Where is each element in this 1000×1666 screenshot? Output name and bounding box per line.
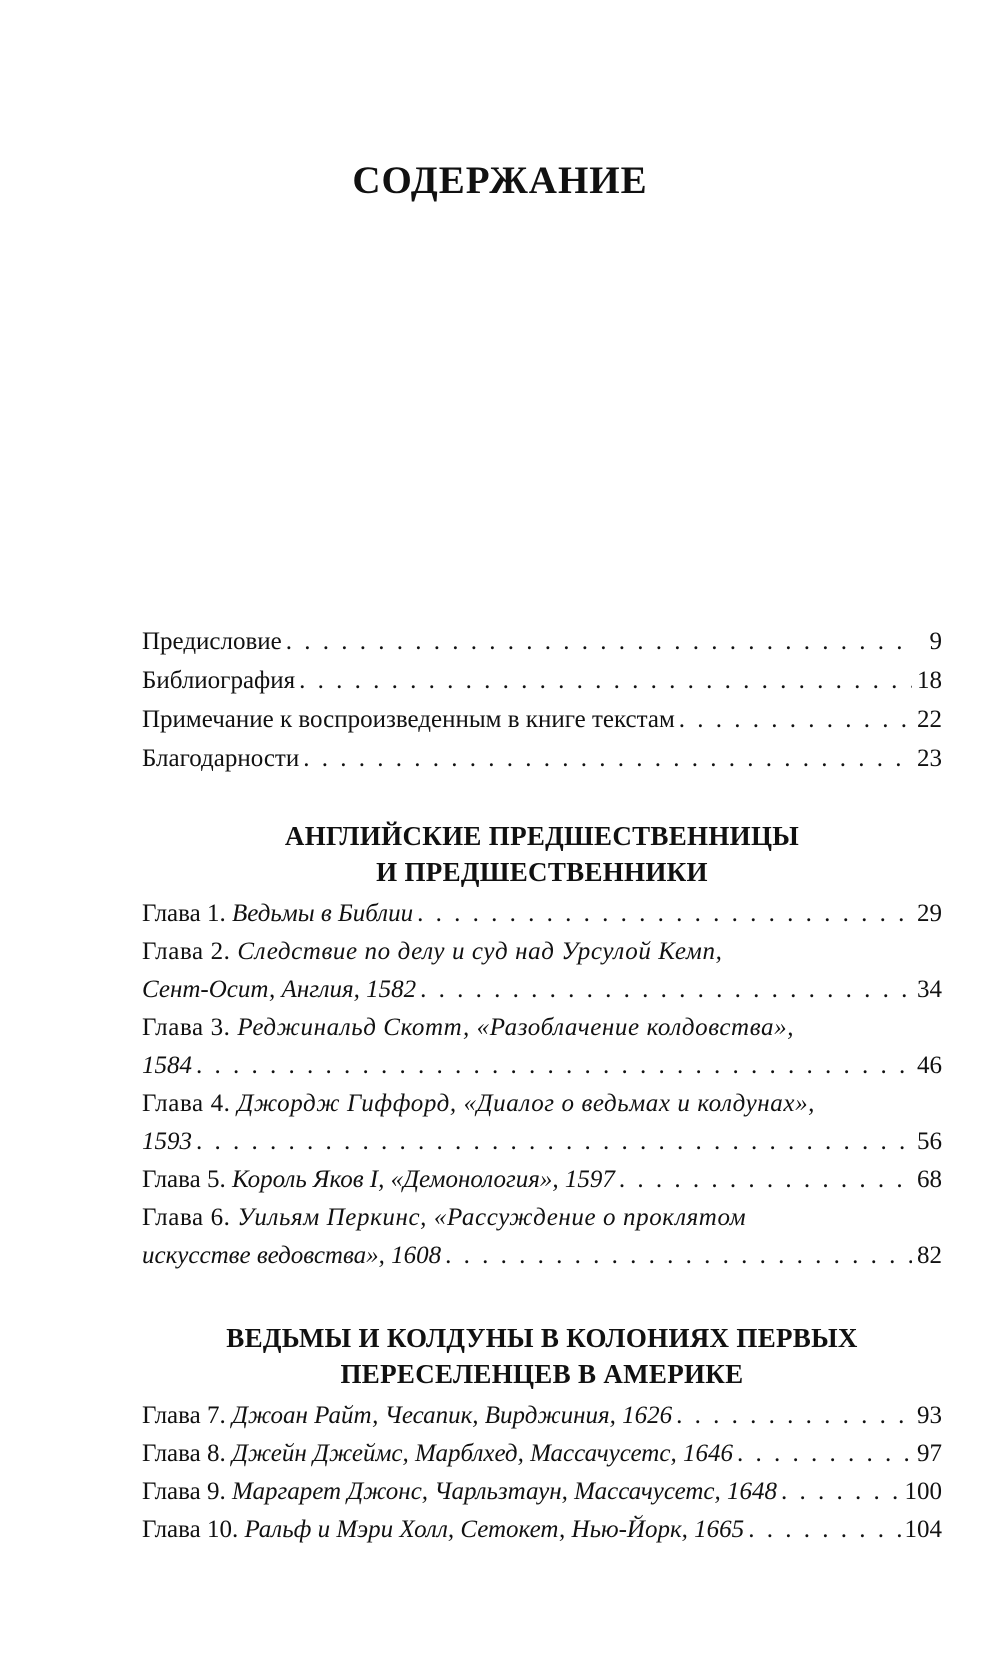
page-number: 104 bbox=[904, 1516, 942, 1543]
chapter-title-continued: 1584 bbox=[142, 1052, 192, 1079]
entry-label: Предисловие bbox=[142, 628, 282, 655]
section-heading-line: АНГЛИЙСКИЕ ПРЕДШЕСТВЕННИЦЫ bbox=[284, 821, 800, 851]
table-of-contents bbox=[142, 628, 942, 1554]
chapter-number: Глава 5. bbox=[142, 1166, 226, 1193]
dot-leader bbox=[737, 1440, 912, 1468]
chapter-number: Глава 4. bbox=[142, 1090, 231, 1117]
page-number: 22 bbox=[917, 706, 942, 733]
section-heading-america bbox=[142, 1320, 942, 1392]
chapter-number: Глава 1. bbox=[142, 900, 226, 927]
toc-entry-chapter-6[interactable] bbox=[142, 1204, 942, 1280]
page-title: СОДЕРЖАНИЕ bbox=[352, 159, 648, 202]
chapter-title: Уильям Перкинс, «Рассуждение о проклятом bbox=[237, 1204, 747, 1231]
section-heading-line: ПЕРЕСЕЛЕНЦЕВ В АМЕРИКЕ bbox=[340, 1359, 744, 1389]
chapter-label bbox=[142, 1478, 777, 1506]
chapter-title-continued: 1593 bbox=[142, 1128, 192, 1155]
toc-entry-chapter-2[interactable] bbox=[142, 938, 942, 1014]
chapter-title: Джоан Райт, Чесапик, Вирджиния, 1626 bbox=[231, 1402, 673, 1429]
section-heading-line: И ПРЕДШЕСТВЕННИКИ bbox=[376, 857, 708, 887]
toc-entry-preface[interactable] bbox=[142, 628, 942, 667]
chapter-second-line bbox=[142, 1128, 942, 1166]
chapter-first-line bbox=[142, 1090, 942, 1128]
chapter-title: Король Яков I, «Демонология», 1597 bbox=[231, 1166, 615, 1193]
entry-label: Библиография bbox=[142, 667, 296, 694]
page-number: 46 bbox=[917, 1052, 942, 1079]
chapter-first-line bbox=[142, 1204, 942, 1242]
chapter-second-line bbox=[142, 976, 942, 1014]
chapter-number: Глава 10. bbox=[142, 1516, 239, 1543]
toc-entry-chapter-1[interactable] bbox=[142, 900, 942, 938]
chapter-title: Джордж Гиффорд, «Диалог о ведьмах и колдунах», bbox=[237, 1090, 816, 1117]
chapter-title-continued: искусстве ведовства», 1608 bbox=[142, 1242, 442, 1269]
page-number: 93 bbox=[917, 1402, 942, 1429]
section-heading-english bbox=[142, 818, 942, 890]
chapter-number: Глава 2. bbox=[142, 938, 231, 965]
entry-label: Примечание к воспроизведенным в книге текстам bbox=[142, 706, 675, 733]
dot-leader bbox=[299, 667, 912, 695]
chapter-title: Следствие по делу и суд над Урсулой Кемп, bbox=[237, 938, 723, 965]
chapter-number: Глава 8. bbox=[142, 1440, 226, 1467]
page-number: 18 bbox=[917, 667, 942, 694]
page-number: 100 bbox=[904, 1478, 942, 1505]
dot-leader bbox=[196, 1052, 912, 1080]
chapter-number: Глава 3. bbox=[142, 1014, 231, 1041]
chapter-title: Ральф и Мэри Холл, Сетокет, Нью-Йорк, 1665 bbox=[244, 1516, 745, 1543]
chapter-label bbox=[142, 900, 413, 928]
chapter-number: Глава 7. bbox=[142, 1402, 226, 1429]
chapter-title: Маргарет Джонс, Чарльзтаун, Массачусетс, 1648 bbox=[231, 1478, 778, 1505]
chapter-first-line bbox=[142, 1014, 942, 1052]
toc-entry-chapter-7[interactable] bbox=[142, 1402, 942, 1440]
page-number: 23 bbox=[917, 745, 942, 772]
chapter-first-line bbox=[142, 938, 942, 976]
dot-leader bbox=[303, 745, 912, 773]
chapter-number: Глава 6. bbox=[142, 1204, 231, 1231]
dot-leader bbox=[619, 1166, 912, 1194]
page-number: 82 bbox=[917, 1242, 942, 1269]
page-number: 34 bbox=[917, 976, 942, 1003]
chapter-second-line bbox=[142, 1242, 942, 1280]
chapter-label bbox=[142, 1402, 672, 1430]
chapter-second-line bbox=[142, 1052, 942, 1090]
chapter-title-continued: Сент-Осит, Англия, 1582 bbox=[142, 976, 417, 1003]
chapter-title: Реджинальд Скотт, «Разоблачение колдовства», bbox=[237, 1014, 795, 1041]
toc-entry-acknowledgements[interactable] bbox=[142, 745, 942, 784]
chapter-label bbox=[142, 1516, 744, 1544]
entry-label: Благодарности bbox=[142, 745, 300, 772]
toc-entry-note[interactable] bbox=[142, 706, 942, 745]
dot-leader bbox=[679, 706, 912, 734]
dot-leader bbox=[676, 1402, 912, 1430]
dot-leader bbox=[748, 1516, 900, 1544]
toc-entry-chapter-4[interactable] bbox=[142, 1090, 942, 1166]
page-number: 68 bbox=[917, 1166, 942, 1193]
dot-leader bbox=[420, 976, 912, 1004]
toc-entry-bibliography[interactable] bbox=[142, 667, 942, 706]
chapter-title: Джейн Джеймс, Марблхед, Массачусетс, 1646 bbox=[231, 1440, 733, 1467]
chapter-title: Ведьмы в Библии bbox=[231, 900, 414, 927]
page-number: 29 bbox=[917, 900, 942, 927]
page-number: 9 bbox=[929, 628, 942, 655]
toc-entry-chapter-3[interactable] bbox=[142, 1014, 942, 1090]
dot-leader bbox=[196, 1128, 912, 1156]
chapter-label bbox=[142, 1166, 615, 1194]
dot-leader bbox=[286, 628, 912, 656]
dot-leader bbox=[417, 900, 912, 928]
toc-entry-chapter-8[interactable] bbox=[142, 1440, 942, 1478]
chapter-number: Глава 9. bbox=[142, 1478, 226, 1505]
toc-entry-chapter-10[interactable] bbox=[142, 1516, 942, 1554]
dot-leader bbox=[445, 1242, 912, 1270]
section-heading-line: ВЕДЬМЫ И КОЛДУНЫ В КОЛОНИЯХ ПЕРВЫХ bbox=[226, 1323, 858, 1353]
dot-leader bbox=[781, 1478, 900, 1506]
toc-entry-chapter-9[interactable] bbox=[142, 1478, 942, 1516]
page-number: 97 bbox=[917, 1440, 942, 1467]
chapter-label bbox=[142, 1440, 733, 1468]
page-number: 56 bbox=[917, 1128, 942, 1155]
toc-entry-chapter-5[interactable] bbox=[142, 1166, 942, 1204]
